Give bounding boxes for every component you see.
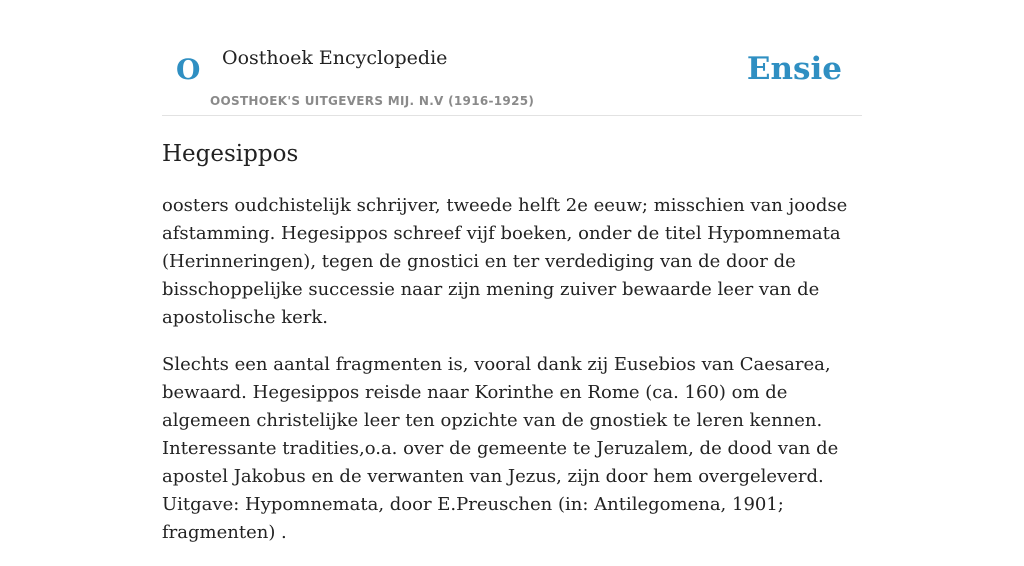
article-body: [162, 192, 862, 566]
publisher-label: OOSTHOEK'S UITGEVERS MIJ. N.V (1916-1925): [210, 94, 535, 108]
ensie-brand-link[interactable]: Ensie: [746, 51, 842, 87]
page-container: [162, 0, 862, 543]
encyclopedia-title-link[interactable]: Oosthoek Encyclopedie: [222, 47, 448, 69]
site-header: [162, 0, 862, 116]
encyclopedia-logo[interactable]: O: [176, 53, 201, 86]
page-title: Hegesippos: [162, 141, 299, 167]
article-paragraph: oosters oudchistelijk schrijver, tweede helft 2e eeuw; misschien van joodse afstamming. Hegesippos schreef vijf boeken, onder de titel Hypomnemata (Herinneringen), tegen de gnostici en ter verdediging van de door de bisschoppelijke successie naar zijn mening zuiver bewaarde leer van de apostolische kerk.: [162, 195, 848, 328]
article-paragraph: Slechts een aantal fragmenten is, vooral dank zij Eusebios van Caesarea, bewaard. Hegesippos reisde naar Korinthe en Rome (ca. 160) om de algemeen christelijke leer ten opzichte van de gnostiek te leren kennen. Interessante tradities,o.a. over de gemeente te Jeruzalem, de dood van de apostel Jakobus en de verwanten van Jezus, zijn door hem overgeleverd. Uitgave: Hypomnemata, door E.Preuschen (in: Antilegomena, 1901; fragmenten) .: [162, 354, 839, 543]
